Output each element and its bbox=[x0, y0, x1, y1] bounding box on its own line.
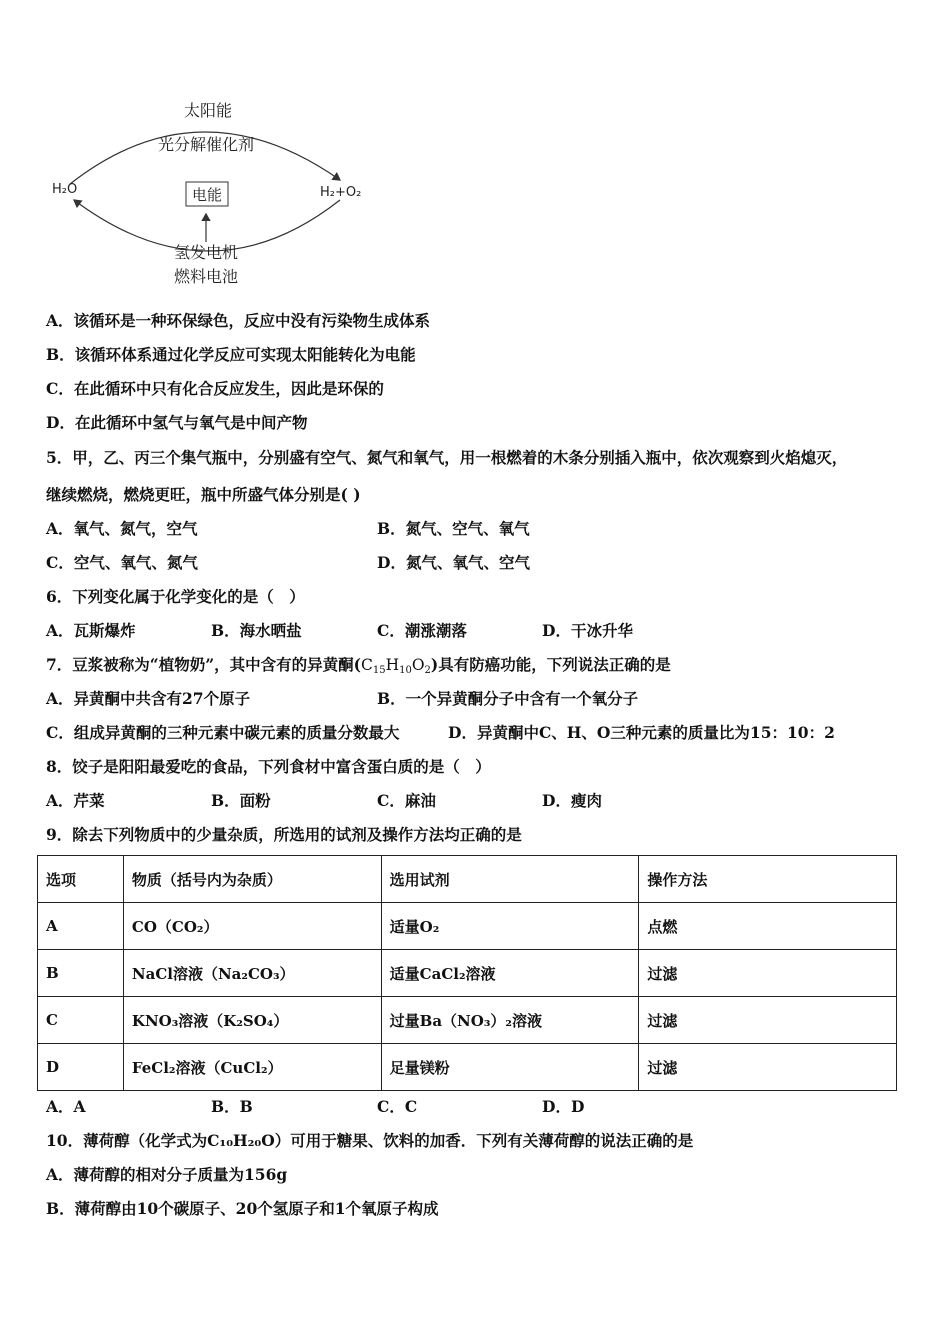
q9-option-d: D．D bbox=[542, 1097, 585, 1116]
row-method: 过滤 bbox=[639, 1044, 897, 1091]
header-substance: 物质（括号内为杂质） bbox=[123, 856, 381, 903]
table-row bbox=[38, 903, 897, 950]
q7-options-row2 bbox=[46, 723, 835, 743]
q9-option-c: C．C bbox=[377, 1097, 418, 1116]
q5-option-b: B．氮气、空气、氧气 bbox=[377, 519, 530, 538]
row-reagent: 足量镁粉 bbox=[381, 1044, 639, 1091]
q8-option-d: D．瘦肉 bbox=[542, 791, 602, 810]
q6-option-a: A．瓦斯爆炸 bbox=[46, 621, 136, 640]
header-option: 选项 bbox=[38, 856, 124, 903]
q5-options-row2 bbox=[46, 553, 530, 573]
q7-option-c: C．组成异黄酮的三种元素中碳元素的质量分数最大 bbox=[46, 723, 400, 742]
row-substance: NaCl溶液（Na₂CO₃） bbox=[123, 950, 381, 997]
q7-stem: 7．豆浆被称为“植物奶”，其中含有的异黄酮$(C_{15}H_{10}O_2)$具有防癌功能，下列说法正确的是 bbox=[46, 655, 671, 676]
q9-table bbox=[37, 855, 897, 1091]
row-substance: CO（CO₂） bbox=[123, 903, 381, 950]
q8-option-b: B．面粉 bbox=[211, 791, 271, 810]
top-label-1: 太阳能 bbox=[183, 101, 233, 120]
q5-stem-line1: 5．甲，乙、丙三个集气瓶中，分别盛有空气、氮气和氧气，用一根燃着的木条分别插入瓶中，依次观察到火焰熄灭， bbox=[46, 448, 848, 467]
left-node: H₂O bbox=[52, 182, 78, 197]
q6-stem: 6．下列变化属于化学变化的是（ ） bbox=[46, 587, 305, 606]
q5-option-c: C．空气、氧气、氮气 bbox=[46, 553, 198, 572]
right-node: H₂+O₂ bbox=[320, 185, 362, 200]
row-method: 过滤 bbox=[639, 950, 897, 997]
q7-options-row1 bbox=[46, 689, 639, 709]
q7-option-d: D．异黄酮中C、H、O三种元素的质量比为15：10：2 bbox=[448, 723, 835, 742]
q9-option-a: A．A bbox=[46, 1097, 86, 1116]
row-option: B bbox=[38, 950, 124, 997]
q10-option-a: A．薄荷醇的相对分子质量为156g bbox=[46, 1165, 288, 1184]
q4-option-d: D．在此循环中氢气与氧气是中间产物 bbox=[46, 413, 308, 432]
q6-option-b: B．海水晒盐 bbox=[211, 621, 302, 640]
row-option: A bbox=[38, 903, 124, 950]
q6-option-c: C．潮涨潮落 bbox=[377, 621, 467, 640]
bottom-label-1: 氢发电机 bbox=[173, 243, 239, 262]
q4-option-c: C．在此循环中只有化合反应发生，因此是环保的 bbox=[46, 379, 384, 398]
q7-option-a: A．异黄酮中共含有27个原子 bbox=[46, 689, 251, 708]
hydrogen-cycle-diagram bbox=[40, 92, 380, 292]
q8-option-c: C．麻油 bbox=[377, 791, 436, 810]
bottom-label-2: 燃料电池 bbox=[173, 267, 239, 286]
q8-stem: 8．饺子是阳阳最爱吃的食品，下列食材中富含蛋白质的是（ ） bbox=[46, 757, 491, 776]
q5-option-a: A．氧气、氮气，空气 bbox=[46, 519, 198, 538]
table-row bbox=[38, 997, 897, 1044]
top-label-2: 光分解催化剂 bbox=[157, 135, 255, 154]
q10-option-b: B．薄荷醇由10个碳原子、20个氢原子和1个氧原子构成 bbox=[46, 1199, 439, 1218]
row-reagent: 适量O₂ bbox=[381, 903, 639, 950]
center-box-label: 电能 bbox=[191, 186, 223, 204]
q10-stem: 10．薄荷醇（化学式为C₁₀H₂₀O）可用于糖果、饮料的加香．下列有关薄荷醇的说法正确的是 bbox=[46, 1131, 694, 1150]
q4-option-b: B．该循环体系通过化学反应可实现太阳能转化为电能 bbox=[46, 345, 416, 364]
table-header-row bbox=[38, 856, 897, 903]
table-row bbox=[38, 1044, 897, 1091]
q9-option-b: B．B bbox=[211, 1097, 253, 1116]
row-reagent: 适量CaCl₂溶液 bbox=[381, 950, 639, 997]
q5-option-d: D．氮气、氧气、空气 bbox=[377, 553, 530, 572]
table-row bbox=[38, 950, 897, 997]
q9-options bbox=[46, 1097, 585, 1117]
q9-stem: 9．除去下列物质中的少量杂质，所选用的试剂及操作方法均正确的是 bbox=[46, 825, 522, 844]
row-method: 过滤 bbox=[639, 997, 897, 1044]
q4-option-a: A．该循环是一种环保绿色，反应中没有污染物生成体系 bbox=[46, 311, 431, 330]
q6-options bbox=[46, 621, 633, 641]
row-option: C bbox=[38, 997, 124, 1044]
row-substance: FeCl₂溶液（CuCl₂） bbox=[123, 1044, 381, 1091]
row-reagent: 过量Ba（NO₃）₂溶液 bbox=[381, 997, 639, 1044]
q7-option-b: B．一个异黄酮分子中含有一个氧分子 bbox=[377, 689, 639, 708]
q8-option-a: A．芹菜 bbox=[46, 791, 105, 810]
q6-option-d: D．干冰升华 bbox=[542, 621, 633, 640]
header-reagent: 选用试剂 bbox=[381, 856, 639, 903]
row-method: 点燃 bbox=[639, 903, 897, 950]
row-option: D bbox=[38, 1044, 124, 1091]
row-substance: KNO₃溶液（K₂SO₄） bbox=[123, 997, 381, 1044]
q5-stem-line2: 继续燃烧，燃烧更旺，瓶中所盛气体分别是( ) bbox=[46, 485, 361, 504]
q8-options bbox=[46, 791, 602, 811]
header-method: 操作方法 bbox=[639, 856, 897, 903]
q5-options-row1 bbox=[46, 519, 530, 539]
